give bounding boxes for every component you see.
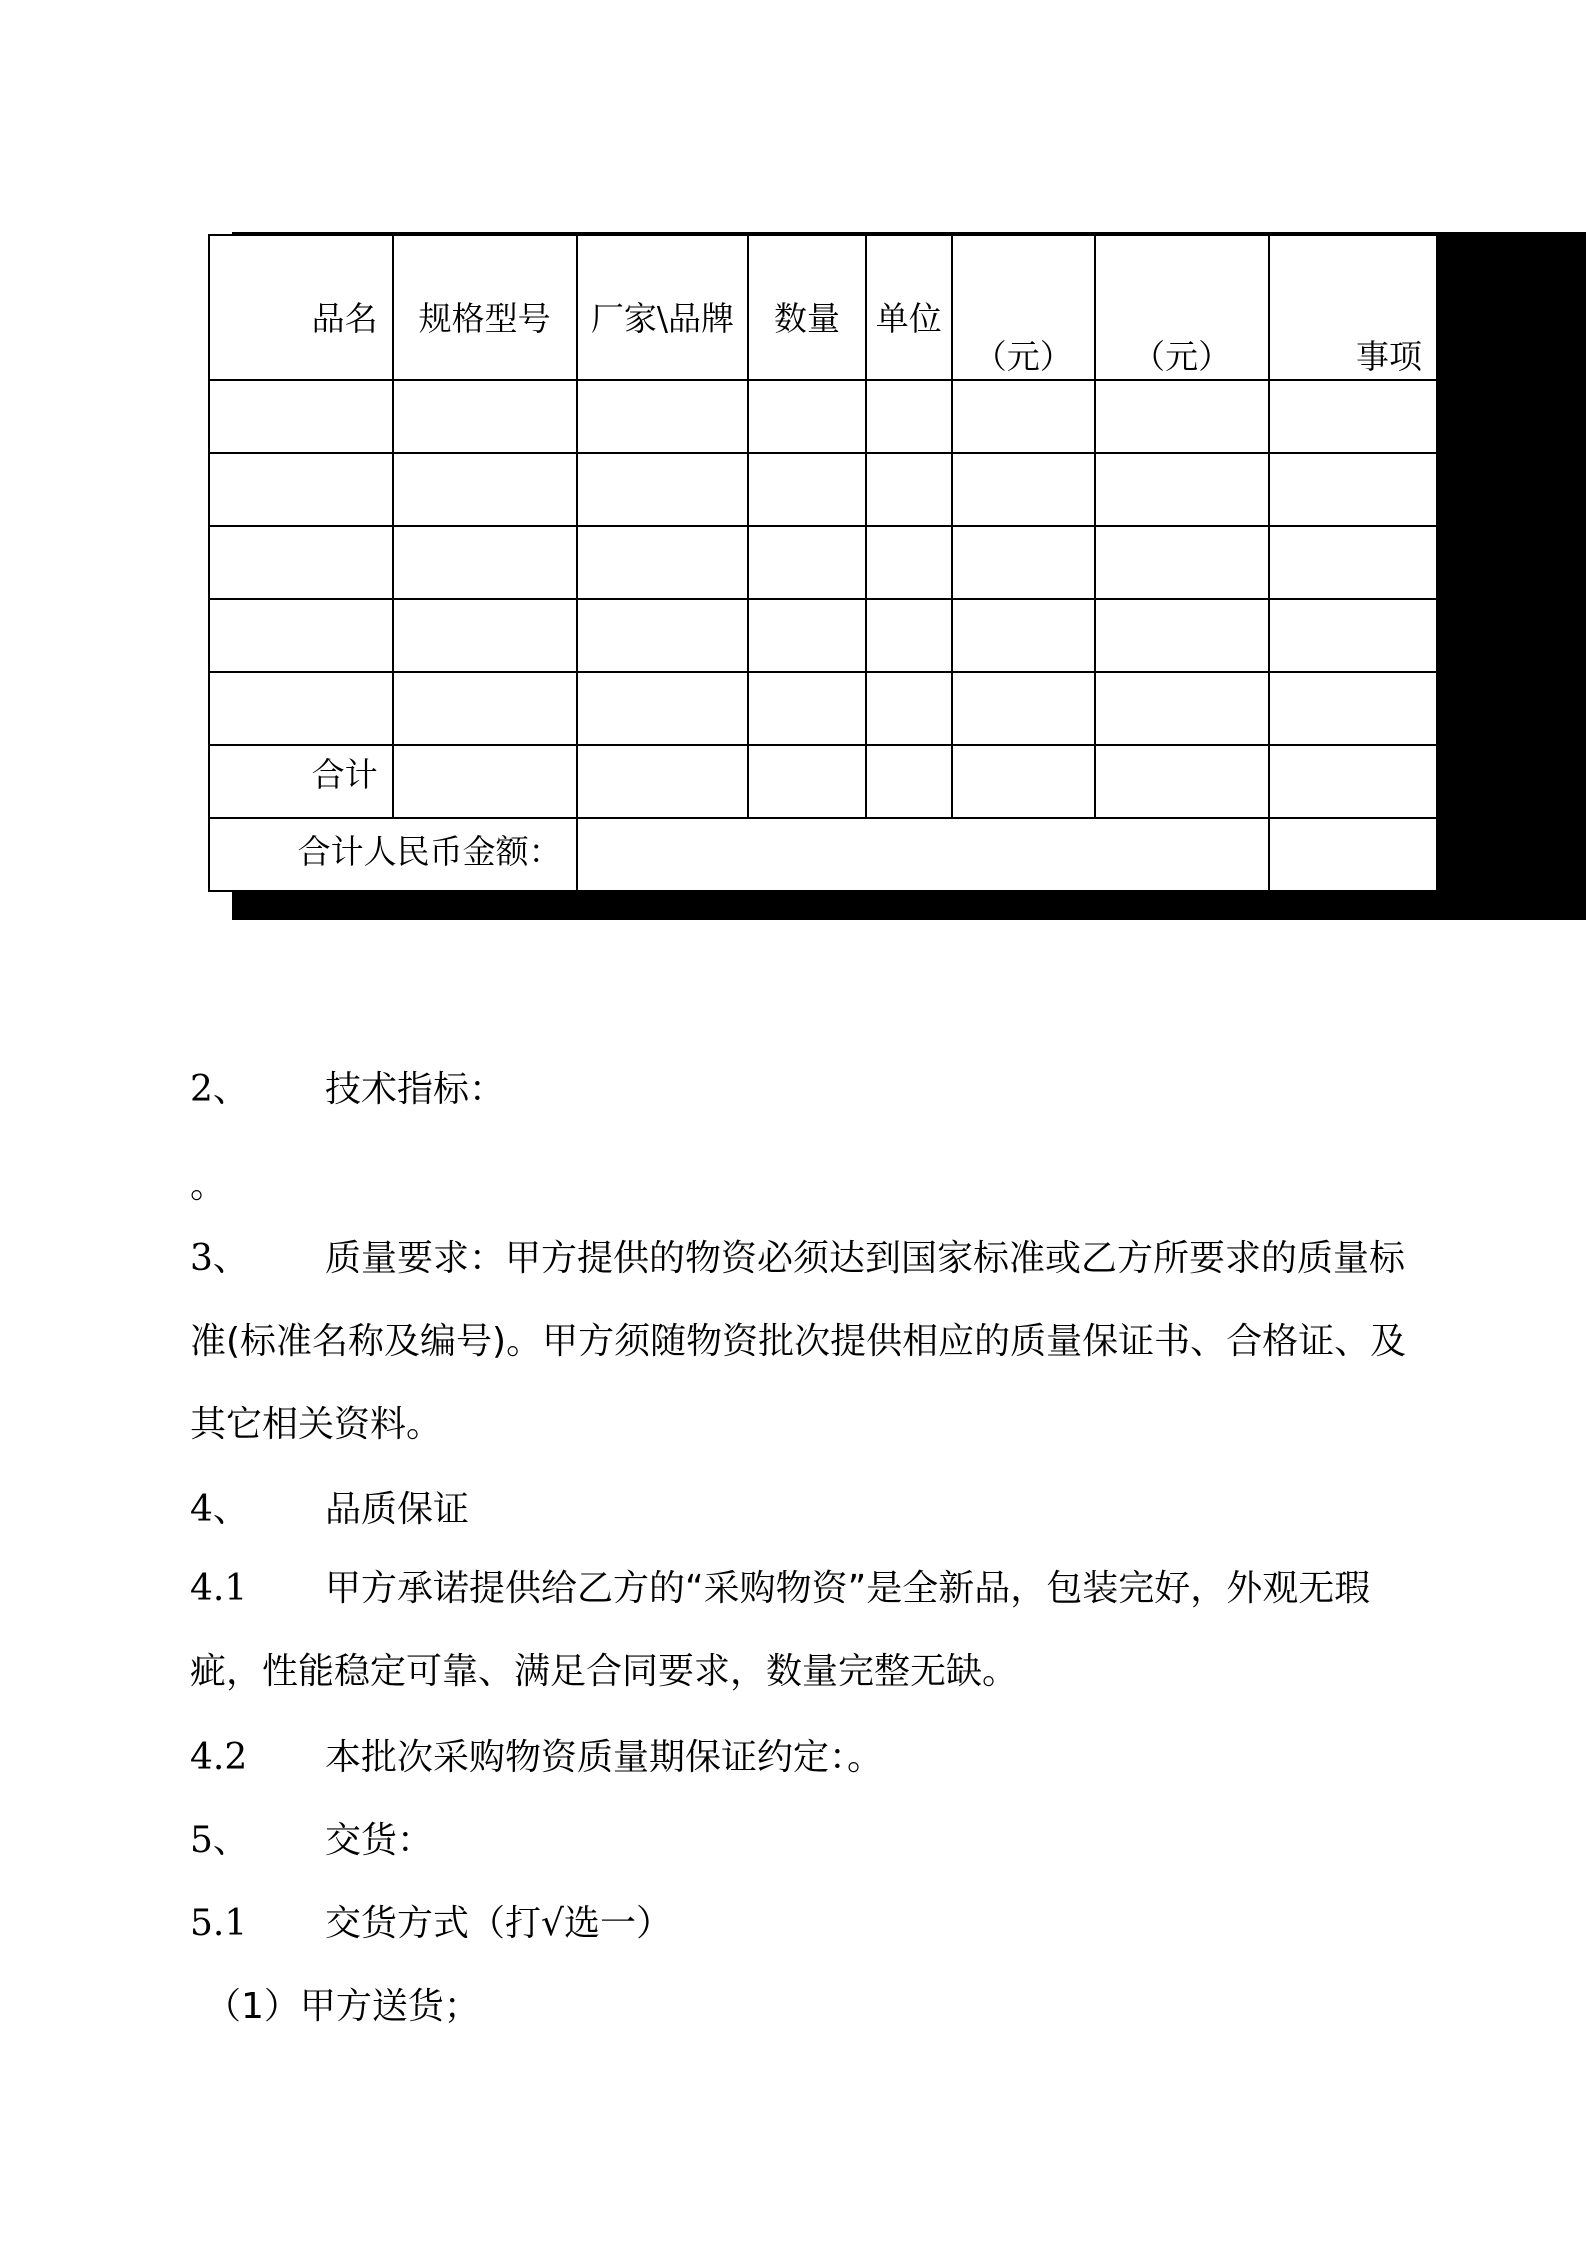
amount-extra-cell: [1269, 818, 1437, 891]
amount-label-cell: 合计人民币金额：: [209, 818, 577, 891]
section-number: 3、: [190, 1238, 249, 1279]
table-occlusion-frame: [232, 232, 1586, 920]
header-cell: （元）: [952, 235, 1095, 380]
table-row: [209, 380, 1437, 453]
table-header-row: [209, 235, 1437, 380]
section-number: 5.1: [190, 1903, 248, 1944]
header-cell: 单位: [866, 235, 952, 380]
table-amount-row: [209, 818, 1437, 891]
header-cell: 品名: [209, 235, 393, 380]
section-heading: 品质保证: [325, 1489, 470, 1530]
table-row: [209, 526, 1437, 599]
section-heading: 交货：: [325, 1820, 434, 1861]
header-cell: 规格型号: [393, 235, 577, 380]
table-total-row: [209, 745, 1437, 818]
section-paragraph: 质量要求：甲方提供的物资必须达到国家标准或乙方所要求的质量标准(标准名称及编号)。甲方须随物资批次提供相应的质量保证书、合格证、及其它相关资料。: [190, 1238, 1407, 1445]
table-row: [209, 453, 1437, 526]
section-heading: 交货方式（打√选一）: [325, 1903, 672, 1944]
header-cell: （元）: [1095, 235, 1269, 380]
section-2-terminator: 。: [190, 1165, 227, 1206]
section-paragraph: 本批次采购物资质量期保证约定：。: [325, 1737, 884, 1778]
header-cell: 事项: [1269, 235, 1437, 380]
section-number: 4.2: [190, 1737, 248, 1778]
amount-value-cell: [577, 818, 1269, 891]
table-row: [209, 672, 1437, 745]
section-number: 4.1: [190, 1568, 248, 1609]
table-visible-area: [297, 299, 1546, 871]
section-4-1: [190, 1547, 1410, 1713]
header-cell: 厂家\品牌: [577, 235, 748, 380]
section-number: 4、: [190, 1489, 249, 1530]
delivery-option-1: [205, 1985, 480, 2029]
section-number: 5、: [190, 1820, 249, 1861]
section-heading: 技术指标：: [325, 1069, 506, 1110]
table-row: [209, 599, 1437, 672]
goods-table: [208, 234, 1438, 892]
section-number: 2、: [190, 1069, 249, 1110]
header-cell: 数量: [748, 235, 866, 380]
section-3: [190, 1217, 1410, 1466]
total-label-cell: 合计: [209, 745, 393, 818]
option-text: （1）甲方送货；: [205, 1986, 480, 2027]
section-paragraph: 甲方承诺提供给乙方的“采购物资”是全新品，包装完好，外观无瑕疵，性能稳定可靠、满足合同要求，数量完整无缺。: [190, 1568, 1371, 1692]
